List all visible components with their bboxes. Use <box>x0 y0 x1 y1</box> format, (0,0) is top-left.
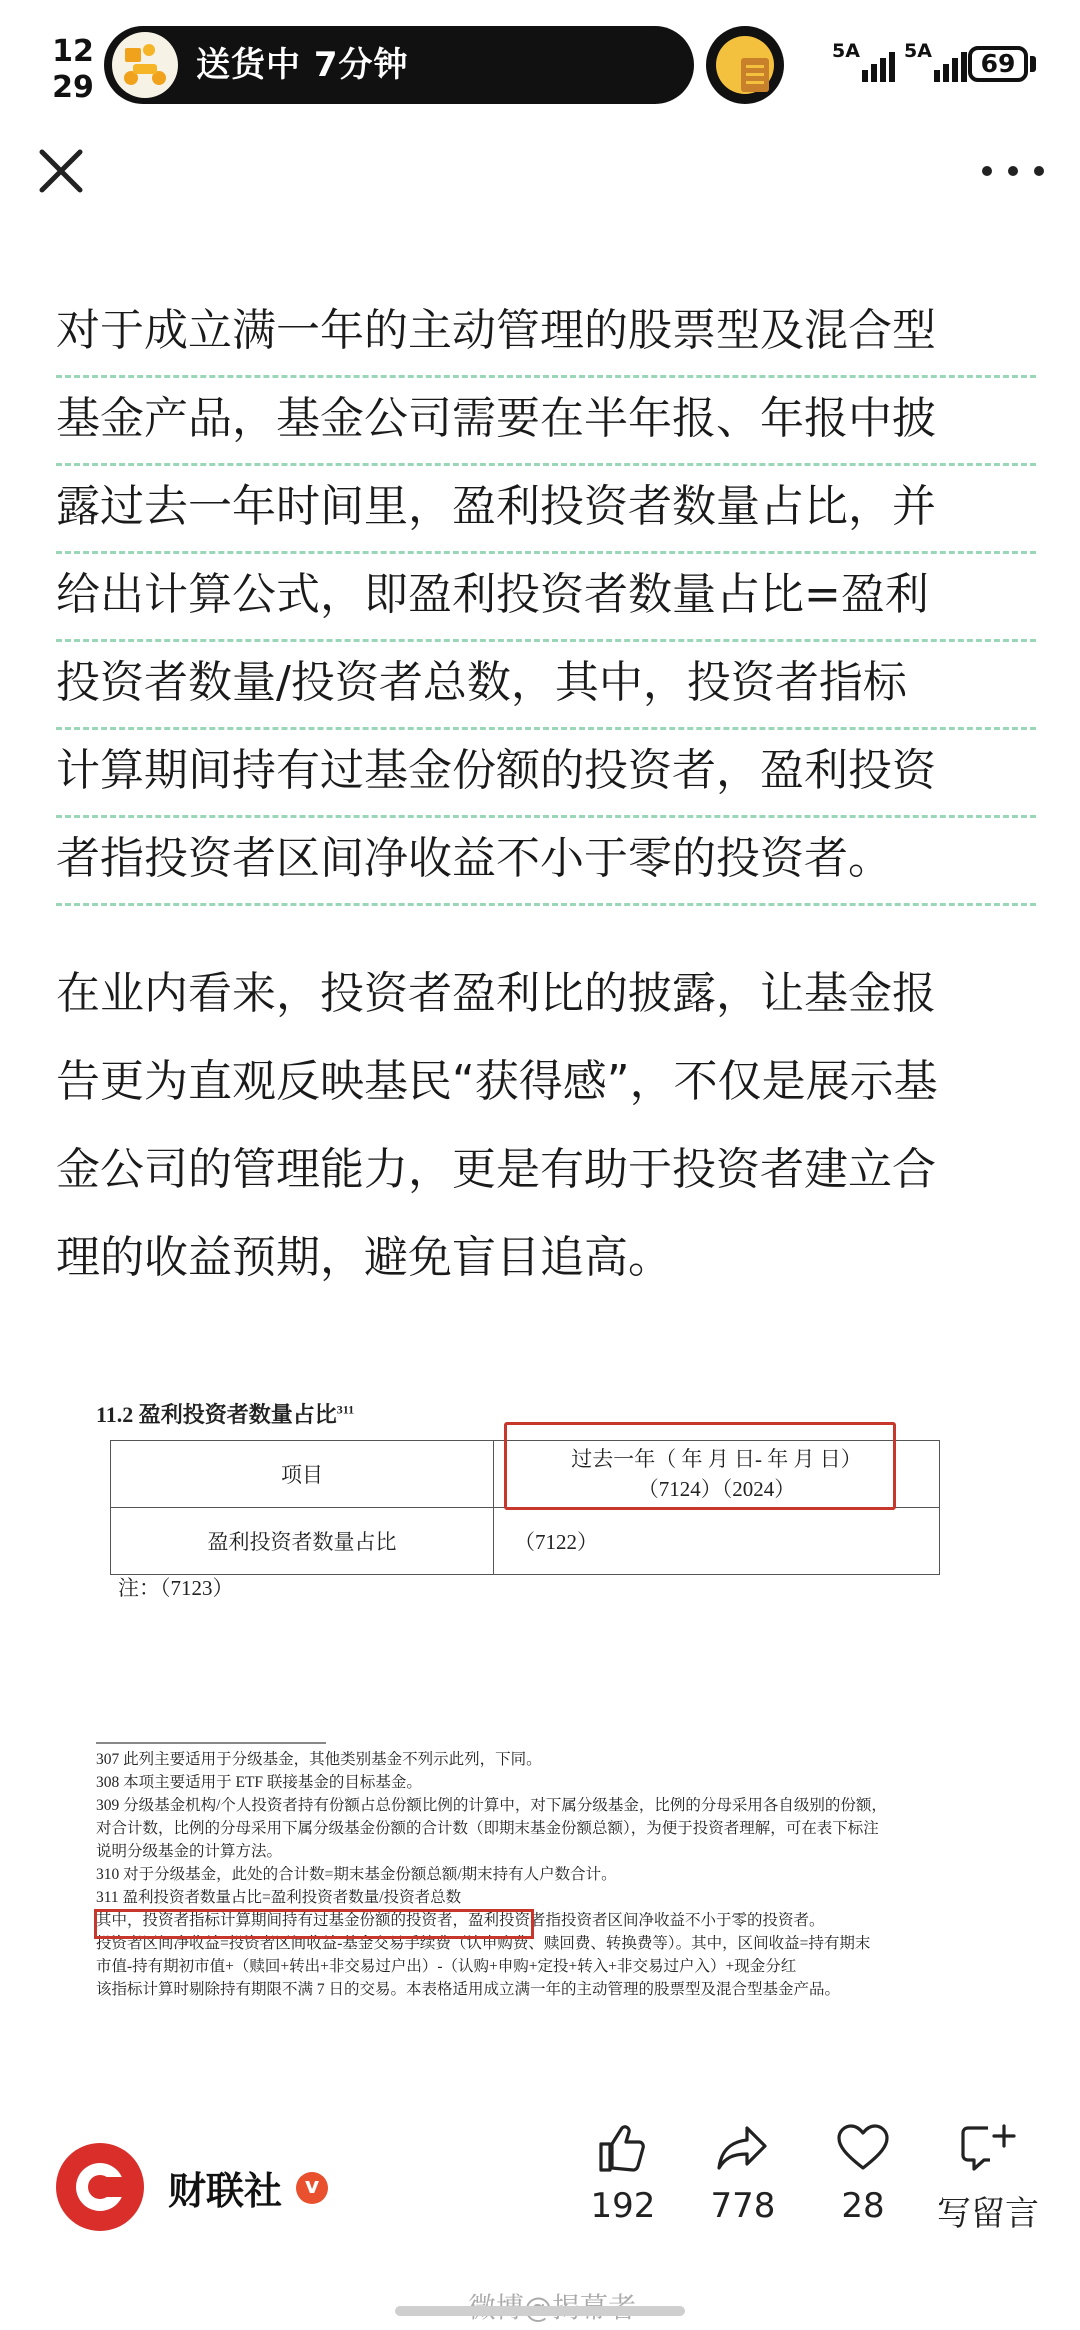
more-options-button[interactable] <box>978 150 1048 190</box>
table-cell: （7122） <box>494 1508 940 1575</box>
text-line: 计算期间持有过基金份额的投资者，盈利投资 <box>56 730 1036 818</box>
close-icon <box>30 140 92 202</box>
signal-1-icon: 5A <box>832 40 896 86</box>
like-button[interactable] <box>568 2120 678 2226</box>
author-name[interactable]: 财联社 <box>168 2169 283 2213</box>
text-line: 对于成立满一年的主动管理的股票型及混合型 <box>56 290 1036 378</box>
footnote-line: 说明分级基金的计算方法。 <box>96 1843 283 1860</box>
share-icon <box>715 2120 771 2176</box>
share-button[interactable] <box>688 2120 798 2226</box>
receipt-icon <box>738 56 772 94</box>
text-line: 告更为直观反映基民“获得感”，不仅是展示基 <box>56 1056 938 1107</box>
more-dot <box>1008 166 1018 176</box>
home-indicator[interactable] <box>395 2306 685 2316</box>
footnote-line: 307 此列主要适用于分级基金，其他类别基金不列示此列，下同。 <box>96 1751 542 1768</box>
text-line: 露过去一年时间里，盈利投资者数量占比，并 <box>56 466 1036 554</box>
signal-2-icon: 5A <box>904 40 968 86</box>
verified-badge: v <box>296 2172 328 2204</box>
clock-hour: 12 <box>52 34 94 69</box>
footnote-line: 308 本项主要适用于 ETF 联接基金的目标基金。 <box>96 1774 422 1791</box>
footnote-line: 311 盈利投资者数量占比=盈利投资者数量/投资者总数 <box>96 1889 462 1906</box>
order-activity-button[interactable] <box>706 26 784 104</box>
footnote-line: 对合计数，比例的分母采用下属分级基金份额的合计数（即期末基金份额总额），为便于投资者理解，可在表下标注 <box>96 1820 879 1837</box>
footnote-line: 投资者区间净收益=投资者区间收益-基金交易手续费（认申购费、赎回费、转换费等）。其中，区间收益=持有期末 <box>96 1935 871 1952</box>
text-line: 理的收益预期，避免盲目追高。 <box>56 1232 672 1283</box>
clock <box>48 34 98 106</box>
more-dot <box>982 166 992 176</box>
thumbs-up-icon <box>595 2120 651 2176</box>
author-avatar[interactable] <box>56 2143 144 2231</box>
text-line: 给出计算公式，即盈利投资者数量占比=盈利 <box>56 554 1036 642</box>
status-bar <box>0 0 1080 130</box>
footnote-line: 309 分级基金机构/个人投资者持有份额占总份额比例的计算中，对下属分级基金，比例的分母采用各自级别的份额， <box>96 1797 887 1814</box>
doc-section-title: 11.2 盈利投资者数量占比$^{311}$ <box>96 1402 355 1427</box>
article-paragraph-1 <box>56 290 1036 906</box>
text-line: 投资者数量/投资者总数，其中，投资者指标 <box>56 642 1036 730</box>
battery-tip <box>1030 56 1036 72</box>
clock-minute: 29 <box>52 70 94 105</box>
text-line: 者指投资者区间净收益不小于零的投资者。 <box>56 818 1036 906</box>
write-comment-label: 写留言 <box>937 2194 1039 2234</box>
article-paragraph-2 <box>56 950 1036 1302</box>
footnote-line: 市值-持有期初市值+（赎回+转出+非交易过户出）-（认购+申购+定投+转入+非交易过户入）+现金分红 <box>96 1958 797 1975</box>
favorite-count: 28 <box>841 2186 885 2226</box>
table-header-cell: 项目 <box>111 1441 494 1508</box>
more-dot <box>1034 166 1044 176</box>
text-line: 在业内看来，投资者盈利比的披露，让基金报 <box>56 968 936 1019</box>
footnote-line: 其中，投资者指标计算期间持有过基金份额的投资者，盈利投资者指投资者区间净收益不小于零的投资者。 <box>96 1912 825 1929</box>
close-button[interactable] <box>30 140 92 202</box>
favorite-button[interactable] <box>808 2120 918 2226</box>
footnote-line: 该指标计算时剔除持有期限不满 7 日的交易。本表格适用成立满一年的主动管理的股票型及混合型基金产品。 <box>96 1981 841 1998</box>
battery-indicator: 69 <box>968 46 1028 82</box>
delivery-status-text: 送货中 7分钟 <box>196 45 409 85</box>
doc-note: 注：（7123） <box>118 1576 234 1600</box>
text-line: 基金产品，基金公司需要在半年报、年报中披 <box>56 378 1036 466</box>
heart-icon <box>835 2120 891 2176</box>
write-comment-button[interactable] <box>928 2120 1048 2235</box>
text-line: 金公司的管理能力，更是有助于投资者建立合 <box>56 1144 936 1195</box>
footnote-divider <box>96 1742 326 1744</box>
share-count: 778 <box>710 2186 776 2226</box>
comment-add-icon <box>958 2120 1018 2176</box>
footnote-line: 310 对于分级基金，此处的合计数=期末基金份额总额/期末持有人户数合计。 <box>96 1866 617 1883</box>
table-cell: 盈利投资者数量占比 <box>111 1508 494 1575</box>
highlight-box <box>94 1909 534 1939</box>
delivery-live-activity[interactable] <box>104 26 694 104</box>
doc-footnotes <box>96 1748 976 2001</box>
table-header-cell: 过去一年（ 年 月 日- 年 月 日） （7124）（2024） <box>494 1441 940 1508</box>
highlight-box <box>504 1422 896 1510</box>
like-count: 192 <box>590 2186 656 2226</box>
delivery-rider-icon <box>112 32 178 98</box>
